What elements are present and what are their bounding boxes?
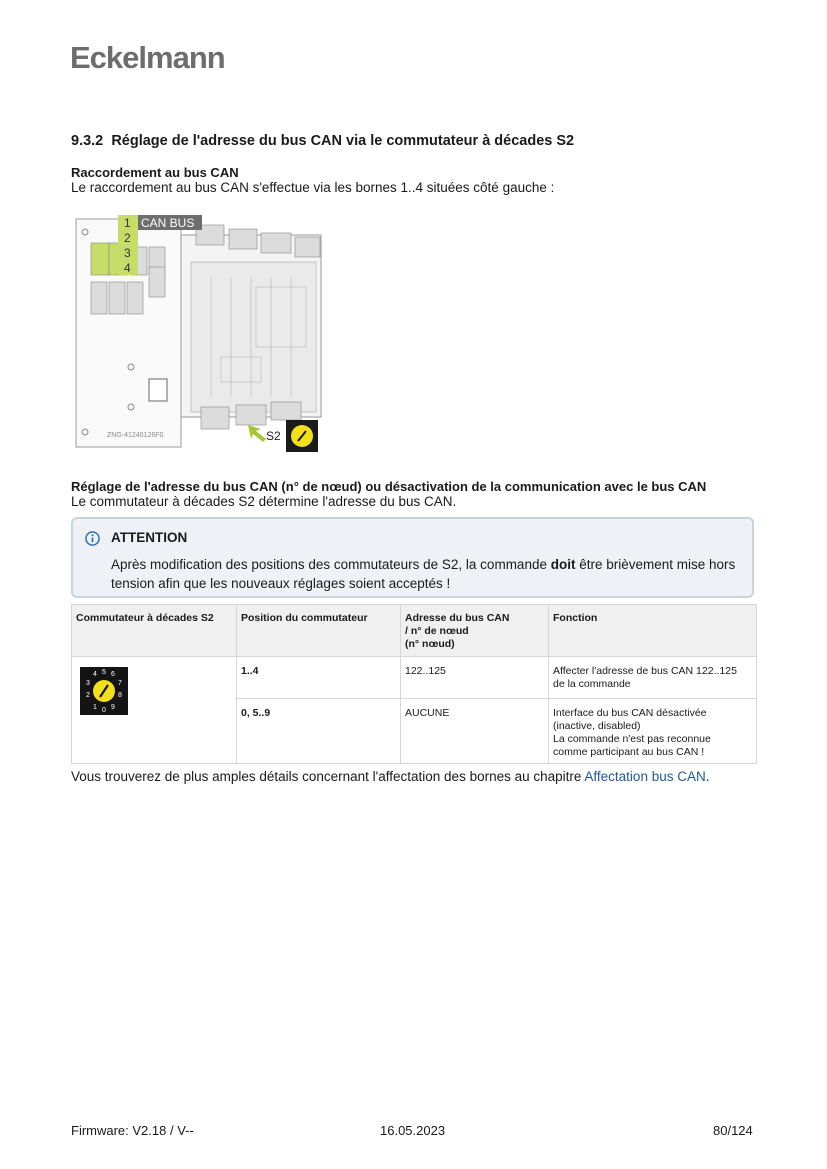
eckelmann-logo: Eckelmann	[70, 40, 225, 75]
footnote-end: .	[705, 769, 710, 784]
row2-position: 0, 5..9	[237, 699, 401, 764]
col-header-function: Fonction	[549, 605, 757, 657]
dial-digit-7: 7	[118, 680, 122, 687]
footnote	[71, 769, 710, 784]
section-title-text: Réglage de l'adresse du bus CAN via le commutateur à décades S2	[111, 133, 575, 149]
part-number-text: ZNG-41240126F0	[107, 432, 164, 439]
dial-digit-2: 2	[86, 692, 90, 699]
dial-digit-4: 4	[93, 671, 97, 678]
connection-heading: Raccordement au bus CAN	[71, 165, 239, 180]
footer-firmware: Firmware: V2.18 / V--	[71, 1123, 194, 1138]
row1-address: 122..125	[401, 657, 549, 699]
dial-digit-0: 0	[102, 707, 106, 714]
switch-image-cell	[72, 657, 237, 764]
col-header-address: Adresse du bus CAN / n° de nœud (n° nœud)	[401, 605, 549, 657]
footer-date: 16.05.2023	[380, 1123, 446, 1138]
col-header-position: Position du commutateur	[237, 605, 401, 657]
terminal-2-label: 2	[124, 231, 131, 245]
can-bus-label: CAN BUS	[141, 216, 195, 230]
terminal-1-label: 1	[124, 216, 131, 230]
dial-digit-6: 6	[111, 671, 115, 678]
col-header-switch: Commutateur à décades S2	[72, 605, 237, 657]
footnote-text: Vous trouverez de plus amples détails concernant l'affectation des bornes au chapitre	[71, 769, 585, 784]
dial-digit-5: 5	[102, 669, 106, 676]
arrow-icon	[248, 425, 266, 442]
row1-function: Affecter l'adresse de bus CAN 122..125 de la commande	[549, 657, 757, 699]
row2-function: Interface du bus CAN désactivée (inactive, disabled) La commande n'est pas reconnue comme participant au bus CAN !	[549, 699, 757, 764]
attention-box	[71, 517, 754, 598]
section-number: 9.3.2	[71, 133, 104, 149]
table-header-row	[72, 605, 757, 657]
dial-digit-3: 3	[86, 680, 90, 687]
controller-device-illustration	[71, 207, 341, 452]
decade-switch-dial-icon	[80, 667, 128, 715]
address-text: Le commutateur à décades S2 détermine l'adresse du bus CAN.	[71, 494, 457, 509]
terminal-4-label: 4	[124, 261, 131, 275]
s2-config-table	[71, 604, 757, 764]
attention-body-end: être brièvement mise hors tension afin que les nouveaux réglages soient acceptés !	[111, 557, 736, 591]
address-heading: Réglage de l'adresse du bus CAN (n° de nœud) ou désactivation de la communication avec le bus CAN	[71, 479, 707, 494]
affectation-bus-can-link[interactable]: Affectation bus CAN	[584, 769, 706, 784]
s2-label: S2	[266, 429, 281, 443]
row1-position: 1..4	[237, 657, 401, 699]
footer-page-number: 80/124	[713, 1123, 753, 1138]
terminal-3-label: 3	[124, 246, 131, 260]
dial-digit-8: 8	[118, 692, 122, 699]
row2-address: AUCUNE	[401, 699, 549, 764]
controller-device-figure	[71, 207, 341, 452]
attention-body-bold: doit	[550, 557, 576, 572]
dial-digit-9: 9	[111, 704, 115, 711]
dial-digit-1: 1	[93, 704, 97, 711]
attention-body-start: Après modification des positions des commutateurs de S2, la commande	[111, 557, 551, 572]
attention-title: ATTENTION	[111, 530, 188, 545]
section-title	[71, 133, 574, 149]
attention-body	[111, 555, 741, 593]
connection-text: Le raccordement au bus CAN s'effectue via les bornes 1..4 situées côté gauche :	[71, 180, 555, 195]
table-row	[72, 657, 757, 699]
info-icon	[85, 531, 100, 546]
s2-switch-icon	[286, 420, 318, 452]
